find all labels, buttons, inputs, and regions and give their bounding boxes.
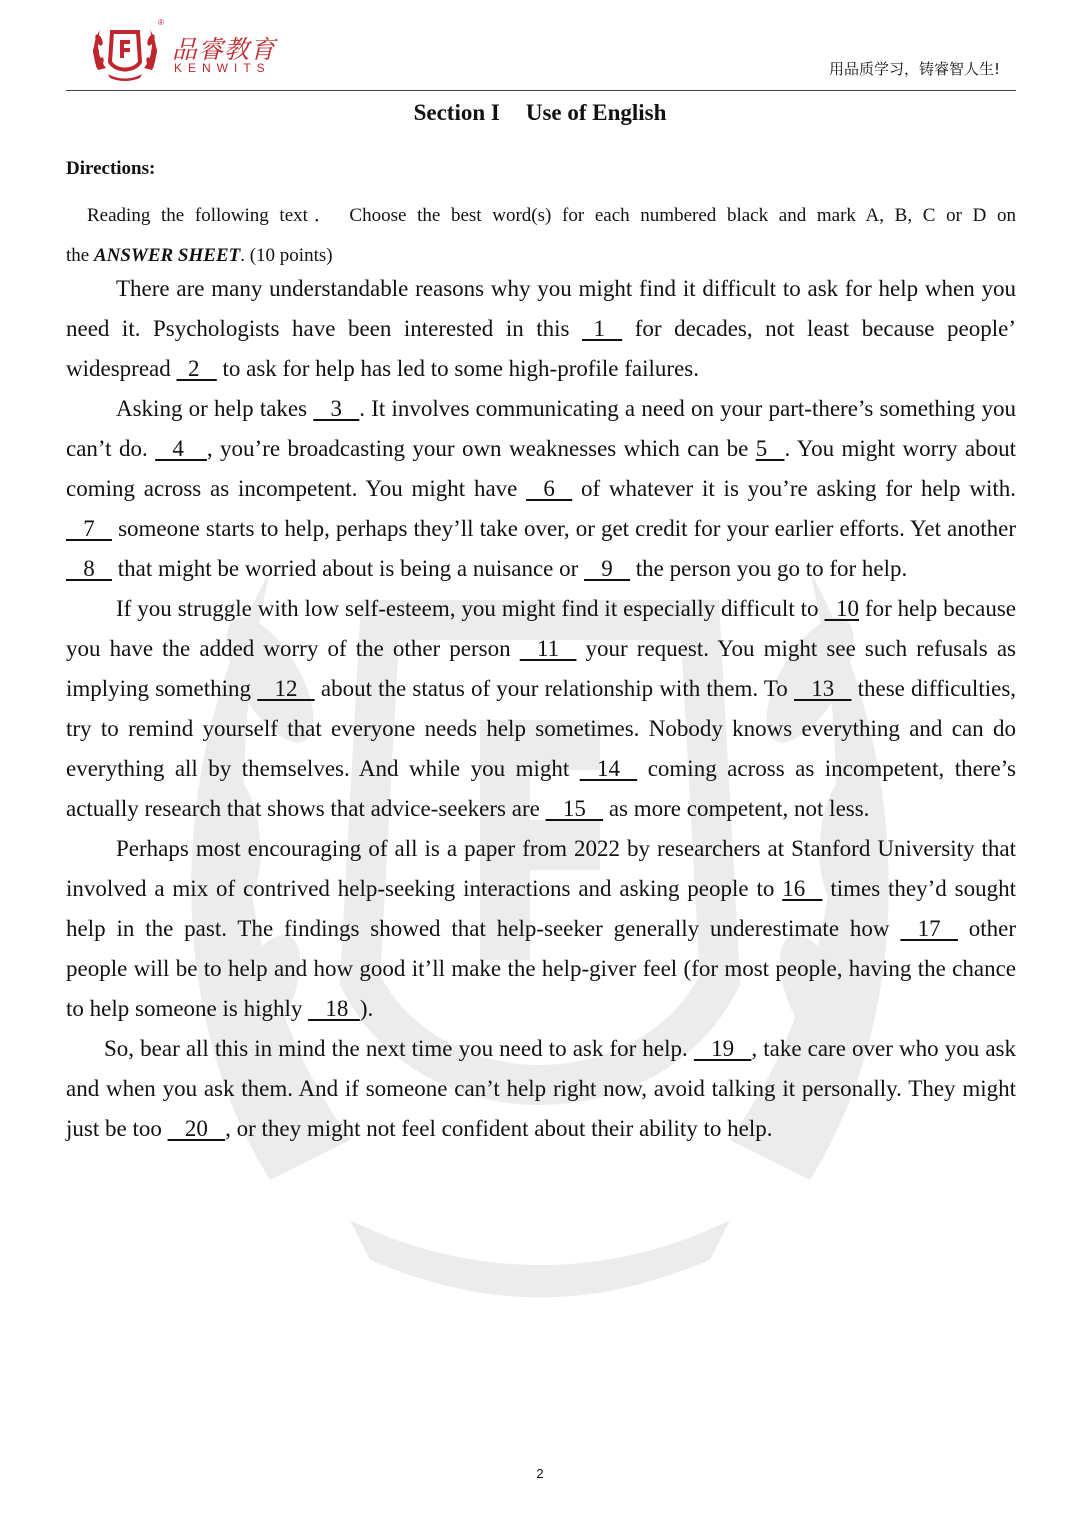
paragraph-2: Asking or help takes 3 . It involves communicating a need on your part-there’s something you can’t do. 4 , you’re broadcasting your own weaknesses which can be 5 . You might worry about coming across as incompetent. You might have 6 of whatever it is you’re asking for help with. 7 someone starts to help, perhaps they’ll take over, or get credit for your earlier efforts. Yet another 8 that might be worried about is being a nuisance or 9 the person you go to for help. <box>66 389 1016 589</box>
blank-7: 7 <box>66 516 112 541</box>
directions-line-2: the ANSWER SHEET. (10 points) <box>66 245 333 266</box>
header-divider <box>66 90 1016 91</box>
page-number: 2 <box>536 1466 544 1481</box>
page-header <box>66 18 1016 90</box>
blank-1: 1 <box>581 316 623 341</box>
header-slogan: 用品质学习，铸睿智人生! <box>828 60 1000 78</box>
blank-13: 13 <box>793 676 852 701</box>
blank-6: 6 <box>526 476 573 501</box>
directions-text <box>66 196 1016 276</box>
blank-16: 16 <box>782 876 823 901</box>
blank-9: 9 <box>584 556 631 581</box>
section-name: Use of English <box>525 100 667 125</box>
blank-20: 20 <box>167 1116 226 1141</box>
section-label: Section I <box>413 100 500 125</box>
paragraph-4: Perhaps most encouraging of all is a paper from 2022 by researchers at Stanford University that involved a mix of contrived help-seeking interactions and asking people to 16 times they’d sought help in the past. The findings showed that help-seeker generally underestimate how 17 other people will be to help and how good it’ll make the help-giver feel (for most people, having the chance to help someone is highly 18 ). <box>66 829 1016 1029</box>
blank-10: 10 <box>824 596 859 621</box>
cloze-passage <box>66 269 1016 1149</box>
registered-mark: ® <box>158 18 164 27</box>
brand-name-chinese: 品睿教育 <box>172 35 277 64</box>
blank-11: 11 <box>519 636 577 661</box>
section-title <box>0 100 1080 126</box>
kenwits-logo-icon <box>90 18 160 82</box>
blank-18: 18 <box>308 996 360 1021</box>
blank-3: 3 <box>313 396 360 421</box>
brand-name-english: KENWITS <box>174 61 271 75</box>
blank-12: 12 <box>257 676 315 701</box>
blank-2: 2 <box>176 356 217 381</box>
blank-19: 19 <box>693 1036 752 1061</box>
directions-label: Directions: <box>66 158 156 179</box>
blank-4: 4 <box>155 436 207 461</box>
paragraph-5: So, bear all this in mind the next time you need to ask for help. 19 , take care over who you ask and when you ask them. And if someone can’t help right now, avoid talking it personally. They might just be too 20 , or they might not feel confident about their ability to help. <box>66 1029 1016 1149</box>
blank-5: 5 <box>755 436 785 461</box>
answer-sheet-emphasis: ANSWER SHEET <box>93 245 241 266</box>
blank-17: 17 <box>900 916 958 941</box>
blank-14: 14 <box>579 756 638 781</box>
blank-15: 15 <box>545 796 604 821</box>
blank-8: 8 <box>66 556 112 581</box>
directions-line-1: Reading the following text． Choose the best word(s) for each numbered black and mark A, B, C or D on <box>87 205 1016 226</box>
paragraph-3: If you struggle with low self-esteem, you might find it especially difficult to 10 for help because you have the added worry of the other person 11 your request. You might see such refusals as implying something 12 about the status of your relationship with them. To 13 these difficulties, try to remind yourself that everyone needs help sometimes. Nobody knows everything and can do everything all by themselves. And while you might 14 coming across as incompetent, there’s actually research that shows that advice-seekers are 15 as more competent, not less. <box>66 589 1016 829</box>
paragraph-1: There are many understandable reasons why you might find it difficult to ask for help when you need it. Psychologists have been interested in this 1 for decades, not least because people’ widespread 2 to ask for help has led to some high-profile failures. <box>66 269 1016 389</box>
